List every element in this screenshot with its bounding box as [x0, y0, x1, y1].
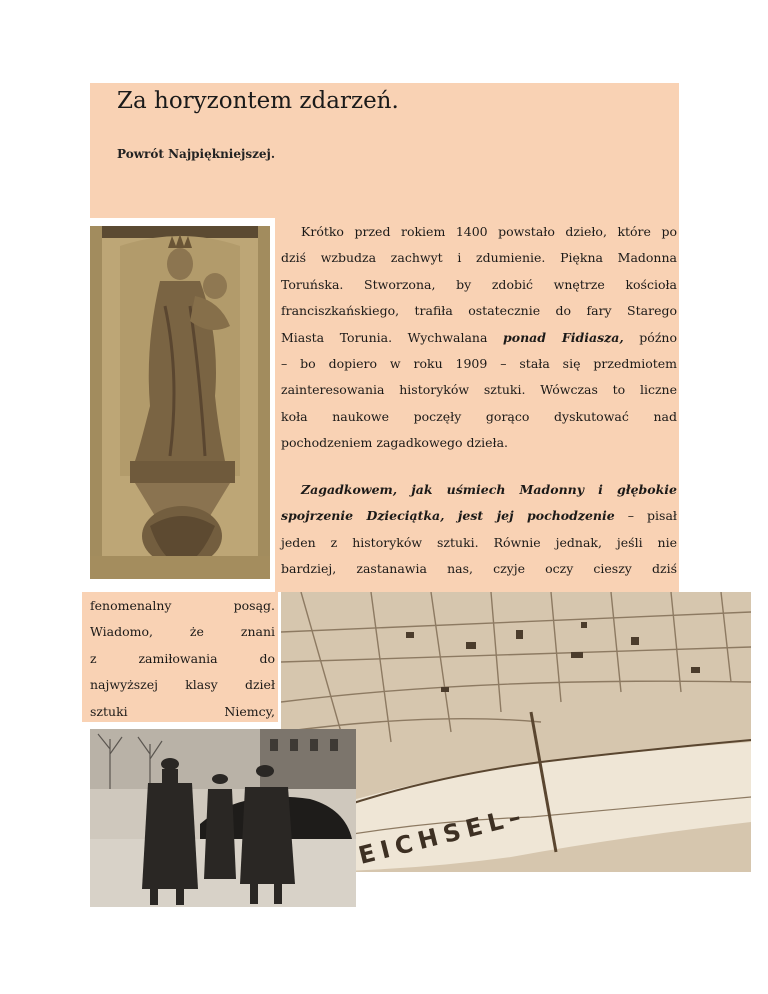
text-line: fenomenalny posąg. — [90, 598, 275, 613]
text-line: sztuki Niemcy, — [90, 703, 275, 719]
madonna-statue-image — [90, 226, 270, 579]
text-line: najwyższej klasy dzieł — [90, 677, 275, 693]
text-line: pochodzeniem zagadkowego dzieła. — [281, 435, 509, 451]
text-segment: późno — [639, 329, 677, 345]
quote-line: Zagadkowem, jak uśmiech Madonny i głębokie — [301, 482, 677, 497]
text-line: jeden z historyków sztuki. Równie jednak, jeśli nie — [281, 534, 677, 550]
text-segment: Miasta Torunia. Wychwalana — [281, 329, 488, 345]
text-line — [281, 325, 677, 351]
text-line — [281, 503, 677, 529]
emphasis-text: ponad Fidiasza, — [503, 329, 624, 345]
page-subtitle: Powrót Najpiękniejszej. — [117, 147, 276, 161]
river-label: EICHSEL– — [355, 801, 530, 870]
text-line: bardziej, zastanawia nas, czyje oczy cieszy dziś — [281, 561, 677, 577]
paragraph-1 — [281, 219, 677, 457]
text-segment: – pisał — [627, 508, 677, 524]
text-line: franciszkańskiego, trafiła ostatecznie do fary Starego — [281, 303, 677, 319]
text-line: z zamiłowania do — [90, 650, 275, 666]
paragraph-2 — [281, 477, 677, 583]
text-line: Toruńska. Stworzona, by zdobić wnętrze kościoła — [281, 276, 677, 292]
side-text — [90, 593, 275, 725]
page-title: Za horyzontem zdarzeń. — [117, 88, 399, 114]
text-line: zainteresowania historyków sztuki. Wówczas to liczne — [281, 382, 677, 398]
text-line: – bo dopiero w roku 1909 – stała się przedmiotem — [281, 355, 677, 371]
text-line: Krótko przed rokiem 1400 powstało dzieło, które po — [301, 224, 677, 239]
historic-photo-image — [90, 729, 356, 907]
text-line: koła naukowe poczęły gorąco dyskutować nad — [281, 408, 677, 424]
text-line: dziś wzbudza zachwyt i zdumienie. Piękna Madonna — [281, 250, 677, 266]
text-line: Wiadomo, że znani — [90, 624, 275, 640]
quote-text: spojrzenie Dzieciątka, jest jej pochodzenie — [281, 508, 615, 524]
